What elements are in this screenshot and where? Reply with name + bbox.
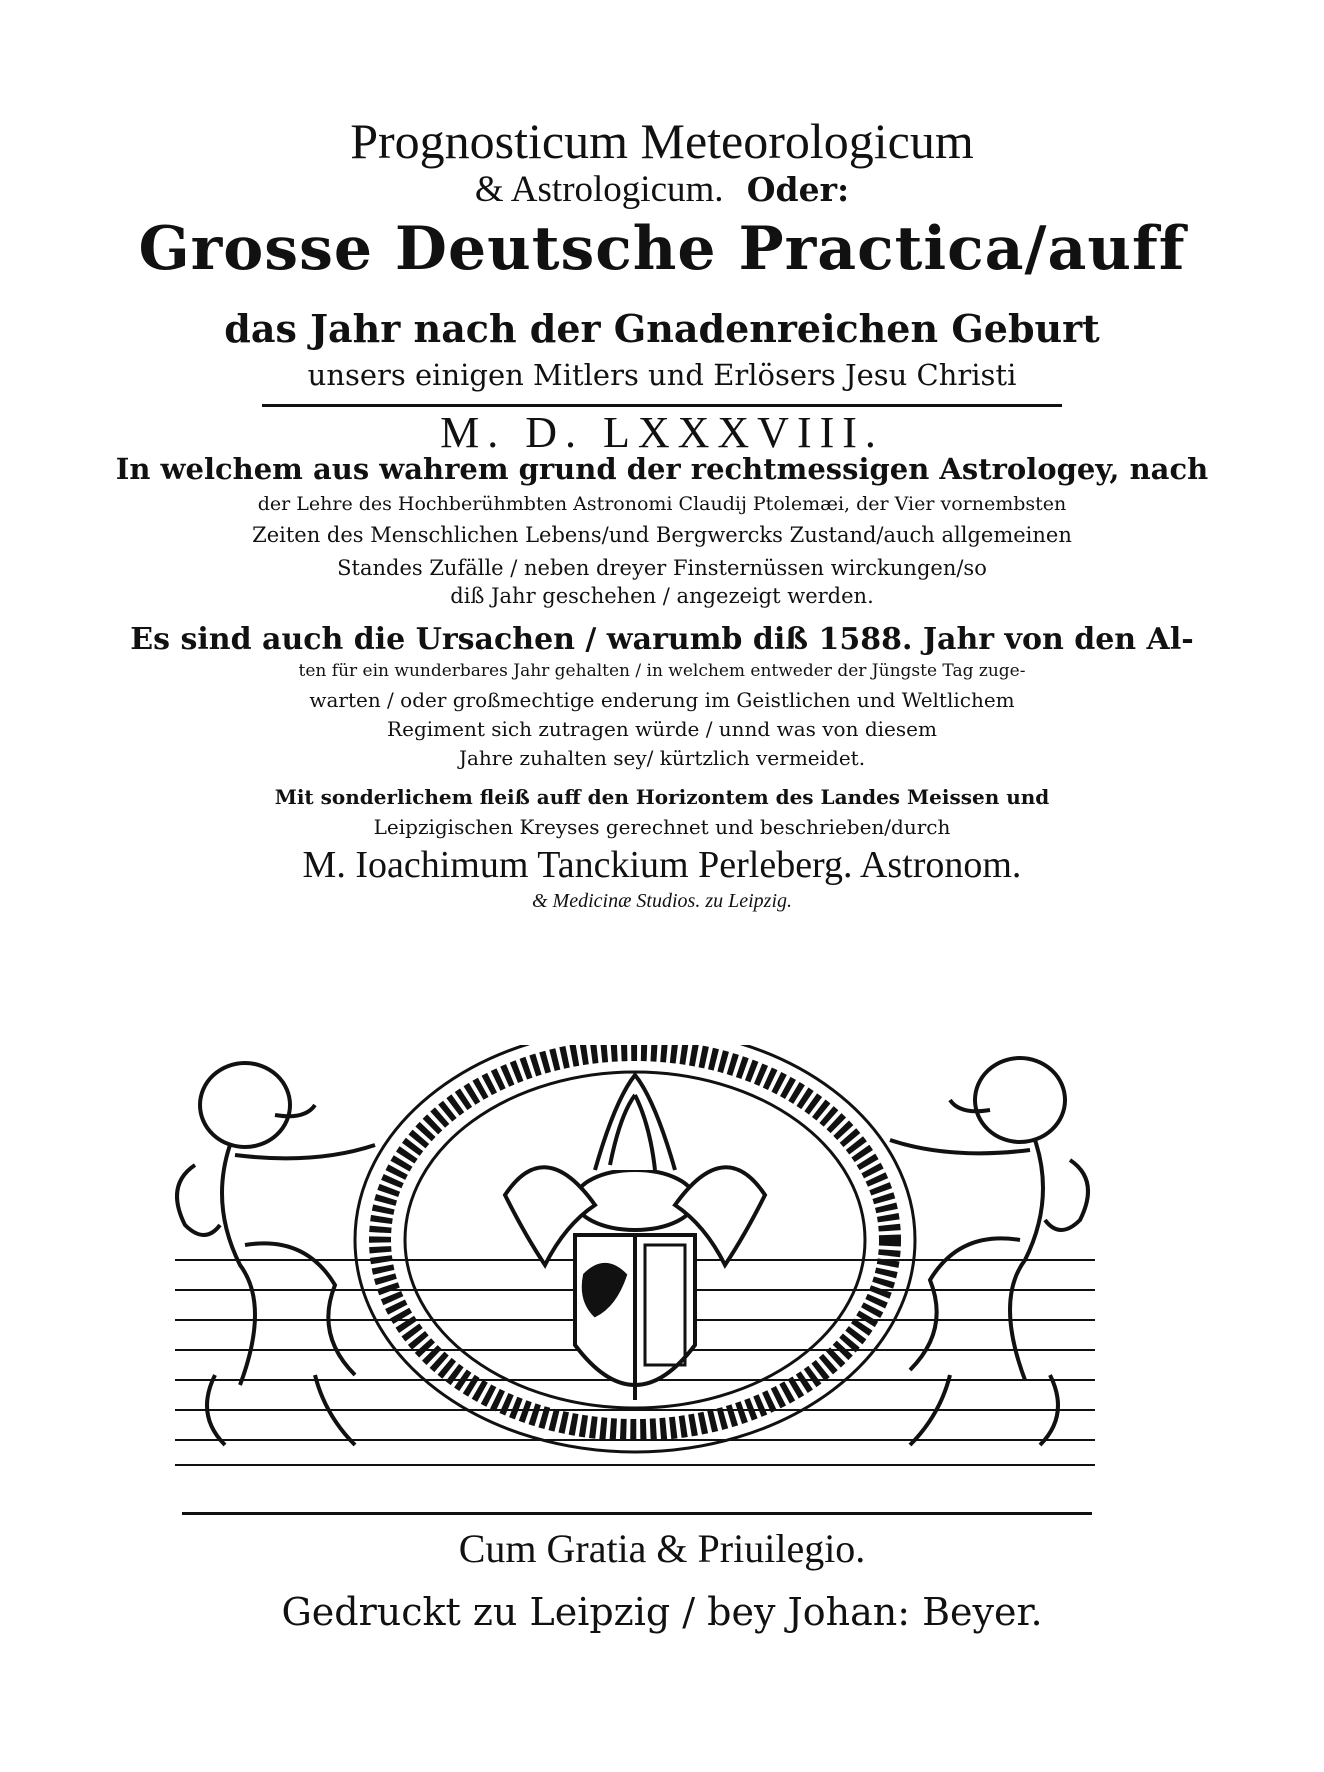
right-lion [890, 1058, 1088, 1445]
bottom-rule [182, 1512, 1092, 1515]
author-subline: & Medicinæ Studios. zu Leipzig. [532, 890, 792, 912]
coat-of-arms-woodcut [175, 1045, 1095, 1505]
paragraph1-line-2: der Lehre des Hochberühmbten Astronomi Claudij Ptolemæi, der Vier vornembsten [257, 493, 1067, 515]
left-lion [177, 1063, 375, 1445]
paragraph1-line-5: diß Jahr geschehen / angezeigt werden. [450, 584, 874, 608]
paragraph2-line-2: ten für ein wunderbares Jahr gehalten / in welchem entweder der Jüngste Tag zuge- [298, 661, 1026, 681]
paragraph2-line-5: Jahre zuhalten sey/ kürtzlich vermeidet. [458, 746, 866, 770]
paragraph2-line-4: Regiment sich zutragen würde / unnd was von diesem [387, 717, 937, 741]
paragraph1-line-4: Standes Zufälle / neben dreyer Finsternüssen wirckungen/so [337, 556, 987, 580]
main-title: Grosse Deutsche Practica/auff [138, 214, 1186, 284]
paragraph1-line-1: In welchem aus wahrem grund der rechtmessigen Astrologey, nach [115, 452, 1209, 486]
title-line-2 [0, 168, 1324, 211]
paragraph3-line-1: Mit sonderlichem fleiß auff den Horizontem des Landes Meissen und [274, 785, 1050, 809]
year-line: M. D. LXXXVIII. [440, 408, 884, 457]
title-line-1: Prognosticum Meteorologicum [350, 113, 974, 169]
title-line-2-oder: Oder: [746, 170, 850, 209]
title-line-4: das Jahr nach der Gnadenreichen Geburt [224, 306, 1100, 351]
coat-of-arms [505, 1075, 765, 1400]
title-line-5: unsers einigen Mitlers und Erlösers Jesu Christi [307, 358, 1017, 392]
title-line-2-roman: & Astrologicum. [474, 169, 724, 210]
imprint-line: Gedruckt zu Leipzig / bey Johan: Beyer. [281, 1590, 1043, 1634]
paragraph3-line-2: Leipzigischen Kreyses gerechnet und beschrieben/durch [373, 815, 951, 839]
paragraph2-line-3: warten / oder großmechtige enderung im Geistlichen und Weltlichem [309, 688, 1015, 712]
privilege-line: Cum Gratia & Priuilegio. [458, 1526, 866, 1571]
author-line: M. Ioachimum Tanckium Perleberg. Astronom. [302, 844, 1022, 886]
paragraph2-line-1: Es sind auch die Ursachen / warumb diß 1588. Jahr von den Al- [130, 622, 1194, 657]
paragraph1-line-3: Zeiten des Menschlichen Lebens/und Bergwercks Zustand/auch allgemeinen [252, 523, 1072, 547]
